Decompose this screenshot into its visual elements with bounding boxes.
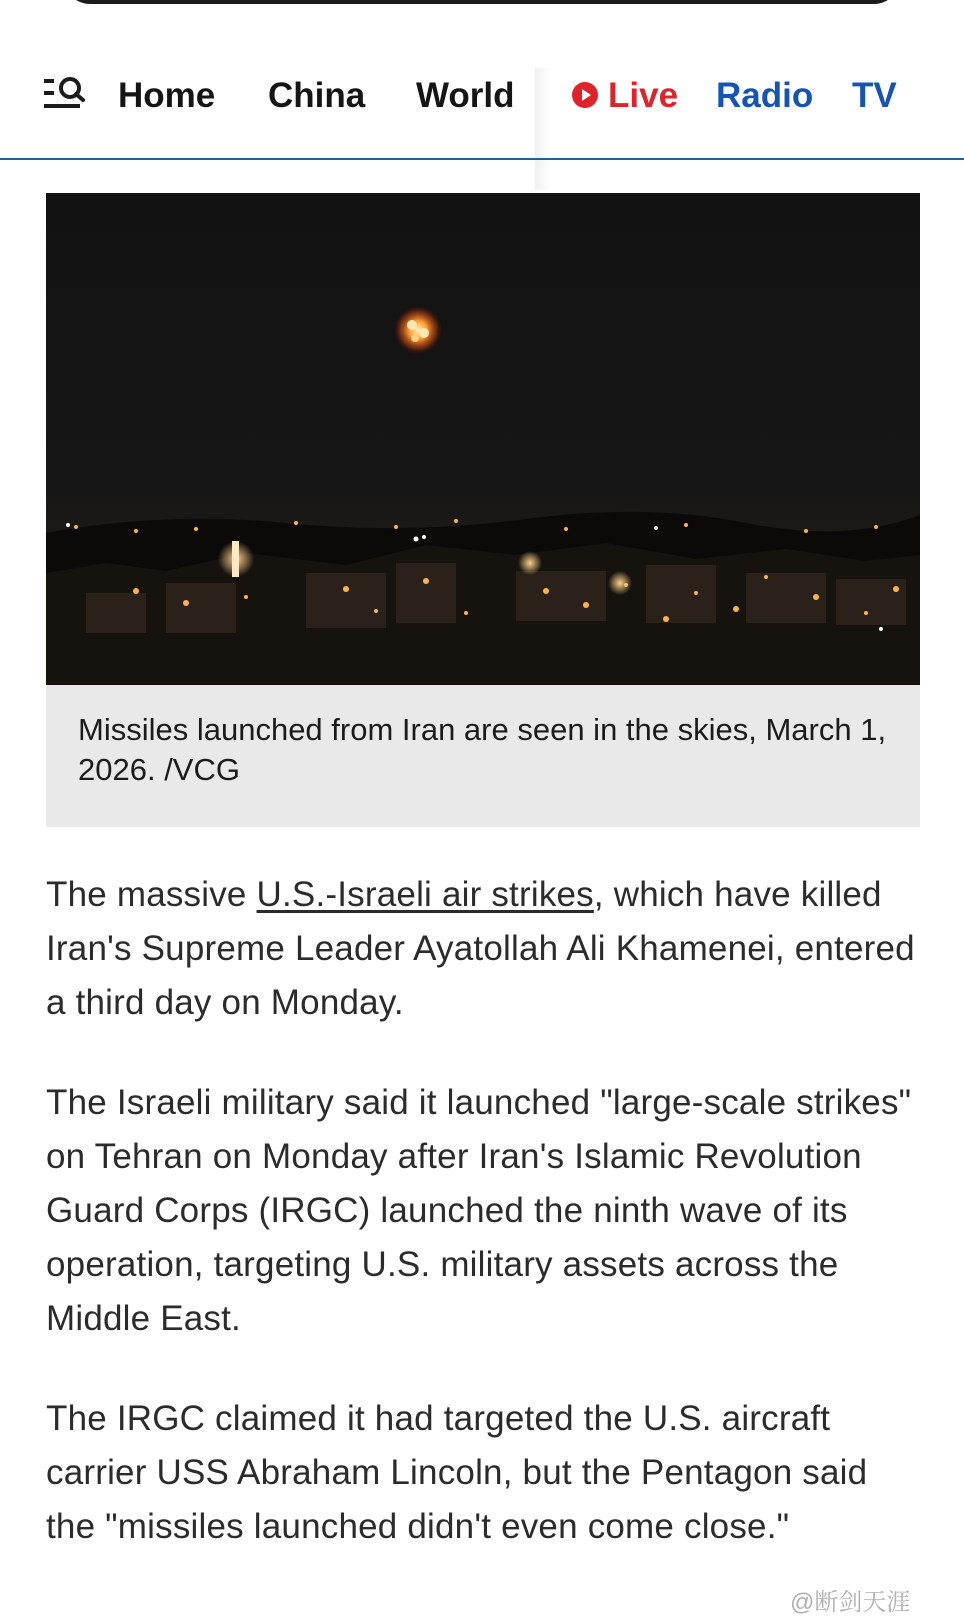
nav-scroll-shadow	[535, 68, 551, 190]
photo-caption: Missiles launched from Iran are seen in the skies, March 1, 2026. /VCG	[78, 712, 887, 787]
play-circle-icon	[572, 82, 598, 108]
nav-radio[interactable]: Radio	[716, 76, 814, 115]
browser-top-bar-edge	[64, 0, 900, 4]
air-strikes-link[interactable]: U.S.-Israeli air strikes	[256, 875, 594, 914]
weibo-watermark: @断剑天涯	[790, 1589, 911, 1616]
nav-home[interactable]: Home	[118, 76, 216, 115]
photo-caption-box	[46, 685, 920, 827]
nav-china[interactable]: China	[268, 76, 366, 115]
article-photo[interactable]	[46, 193, 920, 685]
nav-tv[interactable]: TV	[852, 76, 897, 115]
search-menu-icon[interactable]	[44, 76, 88, 110]
nav-world[interactable]: World	[416, 76, 515, 115]
nav-live[interactable]	[572, 76, 678, 116]
p1-trailing-text: , which have killed Iran's Supreme Leader Ayatollah Ali Khamenei, entered a third day on Monday.	[46, 875, 915, 1022]
top-navigation	[0, 40, 964, 160]
article-paragraph-3: The IRGC claimed it had targeted the U.S. aircraft carrier USS Abraham Lincoln, but the Pentagon said the "missiles launched didn't even come close."	[46, 1399, 868, 1546]
nav-divider	[0, 158, 964, 160]
article-paragraph-2: The Israeli military said it launched "large-scale strikes" on Tehran on Monday after Iran's Islamic Revolution Guard Corps (IRGC) launched the ninth wave of its operation, targeting U.S. military assets across the Middle East.	[46, 1083, 912, 1338]
p1-lead-text: The massive	[46, 875, 257, 914]
article-body	[46, 868, 926, 1600]
nav-live-label: Live	[608, 76, 679, 115]
article-paragraph-1	[46, 868, 926, 1030]
